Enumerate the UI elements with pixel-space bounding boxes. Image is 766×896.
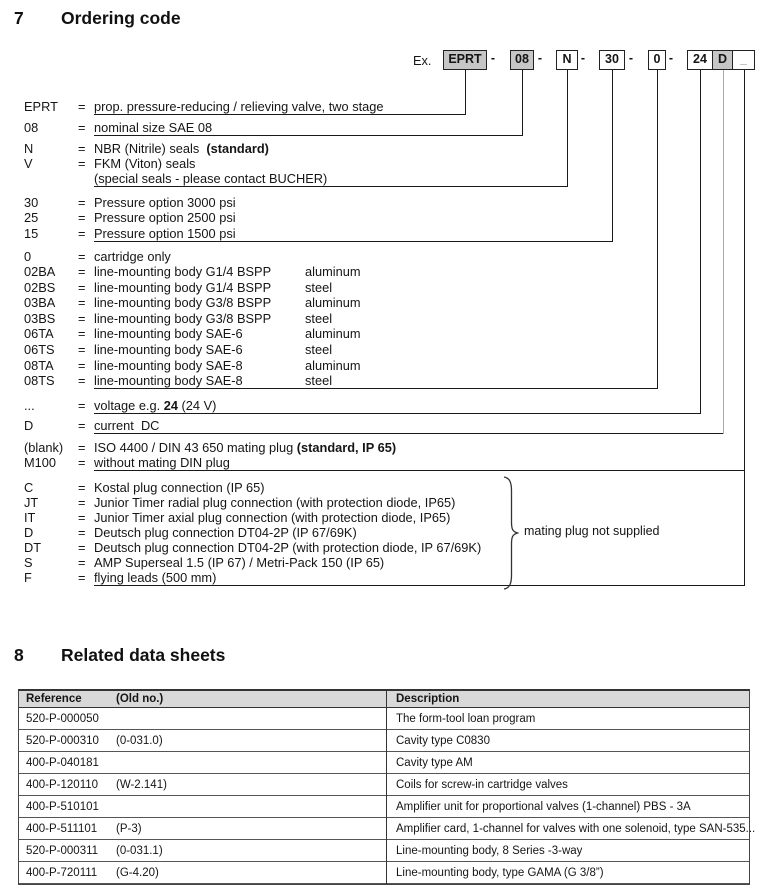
equals-sign: = bbox=[78, 495, 86, 510]
code-label: ... bbox=[24, 398, 35, 413]
table-row bbox=[19, 752, 749, 774]
material-label: steel bbox=[305, 342, 333, 357]
code-label: 06TS bbox=[24, 342, 55, 357]
code-description: line-mounting body SAE-8 bbox=[94, 358, 243, 373]
ordering-code-row bbox=[0, 440, 766, 455]
code-description: nominal size SAE 08 bbox=[94, 120, 213, 135]
code-label: M100 bbox=[24, 455, 57, 470]
code-label: 06TA bbox=[24, 326, 54, 341]
ordering-code-row bbox=[0, 510, 766, 525]
example-code-box: 30 bbox=[599, 50, 625, 70]
cell-old-no: (W-2.141) bbox=[116, 779, 167, 791]
code-description: line-mounting body G1/4 BSPP bbox=[94, 280, 272, 295]
code-description: line-mounting body G3/8 BSPP bbox=[94, 311, 272, 326]
code-description: cartridge only bbox=[94, 249, 171, 264]
code-description: line-mounting body G1/4 BSPP bbox=[94, 264, 272, 279]
ordering-code-row bbox=[0, 210, 766, 225]
table-header-row bbox=[19, 691, 749, 708]
table-row bbox=[19, 730, 749, 752]
code-label: F bbox=[24, 570, 32, 585]
ordering-code-row bbox=[0, 455, 766, 470]
section-8-number: 8 bbox=[14, 645, 24, 665]
ordering-code-row bbox=[0, 398, 766, 413]
code-label: D bbox=[24, 418, 34, 433]
ordering-code-row bbox=[0, 358, 766, 373]
code-label: 08TA bbox=[24, 358, 54, 373]
code-label: 0 bbox=[24, 249, 32, 264]
code-label: 02BS bbox=[24, 280, 56, 295]
code-separator-dash: - bbox=[628, 51, 634, 65]
cell-old-no: (P-3) bbox=[116, 823, 142, 835]
code-description: FKM (Viton) seals bbox=[94, 156, 196, 171]
header-old-no: (Old no.) bbox=[116, 693, 164, 705]
code-label: EPRT bbox=[24, 99, 58, 114]
equals-sign: = bbox=[78, 295, 86, 310]
cell-old-no: (0-031.0) bbox=[116, 735, 163, 747]
equals-sign: = bbox=[78, 373, 86, 388]
ordering-code-row bbox=[0, 226, 766, 241]
code-description: Pressure option 2500 psi bbox=[94, 210, 236, 225]
ordering-code-row bbox=[0, 141, 766, 156]
equals-sign: = bbox=[78, 156, 86, 171]
equals-sign: = bbox=[78, 525, 86, 540]
code-label: 08 bbox=[24, 120, 39, 135]
right-brace bbox=[503, 476, 519, 590]
table-row bbox=[19, 708, 749, 730]
section-7-number: 7 bbox=[14, 8, 24, 28]
code-description: line-mounting body SAE-8 bbox=[94, 373, 243, 388]
code-description: AMP Superseal 1.5 (IP 67) / Metri-Pack 150 (IP 65) bbox=[94, 555, 385, 570]
ordering-code-row bbox=[0, 418, 766, 433]
ordering-code-row bbox=[0, 171, 766, 186]
ordering-code-row bbox=[0, 156, 766, 171]
ordering-code-row bbox=[0, 570, 766, 585]
material-label: aluminum bbox=[305, 358, 361, 373]
cell-old-no: (0-031.1) bbox=[116, 845, 163, 857]
equals-sign: = bbox=[78, 311, 86, 326]
cell-description: Cavity type AM bbox=[396, 757, 473, 769]
equals-sign: = bbox=[78, 540, 86, 555]
example-label: Ex. bbox=[413, 53, 432, 68]
cell-description: Line-mounting body, 8 Series -3-way bbox=[396, 845, 583, 857]
cell-description: Cavity type C0830 bbox=[396, 735, 490, 747]
example-code-box: 08 bbox=[510, 50, 534, 70]
ordering-code-row bbox=[0, 120, 766, 135]
code-label: 30 bbox=[24, 195, 39, 210]
equals-sign: = bbox=[78, 99, 86, 114]
code-label: D bbox=[24, 525, 34, 540]
code-description: Deutsch plug connection DT04-2P (IP 67/69K) bbox=[94, 525, 357, 540]
ordering-code-row bbox=[0, 249, 766, 264]
code-label: 03BA bbox=[24, 295, 56, 310]
equals-sign: = bbox=[78, 358, 86, 373]
equals-sign: = bbox=[78, 210, 86, 225]
ordering-code-row bbox=[0, 195, 766, 210]
code-description: (special seals - please contact BUCHER) bbox=[94, 171, 328, 186]
material-label: aluminum bbox=[305, 326, 361, 341]
code-description: current DC bbox=[94, 418, 160, 433]
table-row bbox=[19, 840, 749, 862]
code-description: line-mounting body SAE-6 bbox=[94, 342, 243, 357]
code-description: NBR (Nitrile) seals (standard) bbox=[94, 141, 269, 156]
equals-sign: = bbox=[78, 141, 86, 156]
code-label: 02BA bbox=[24, 264, 56, 279]
example-code-box: 24 bbox=[687, 50, 713, 70]
equals-sign: = bbox=[78, 510, 86, 525]
equals-sign: = bbox=[78, 195, 86, 210]
code-label: 25 bbox=[24, 210, 39, 225]
ordering-code-row bbox=[0, 326, 766, 341]
material-label: steel bbox=[305, 373, 333, 388]
table-row bbox=[19, 774, 749, 796]
code-description: Pressure option 1500 psi bbox=[94, 226, 236, 241]
equals-sign: = bbox=[78, 480, 86, 495]
material-label: steel bbox=[305, 311, 333, 326]
example-code-box: 0 bbox=[648, 50, 666, 70]
equals-sign: = bbox=[78, 455, 86, 470]
equals-sign: = bbox=[78, 570, 86, 585]
header-reference: Reference bbox=[26, 693, 82, 705]
equals-sign: = bbox=[78, 326, 86, 341]
code-description: without mating DIN plug bbox=[94, 455, 230, 470]
equals-sign: = bbox=[78, 264, 86, 279]
material-label: aluminum bbox=[305, 264, 361, 279]
ordering-code-row bbox=[0, 540, 766, 555]
material-label: aluminum bbox=[305, 295, 361, 310]
code-description: ISO 4400 / DIN 43 650 mating plug (standard, IP 65) bbox=[94, 440, 397, 455]
code-label: V bbox=[24, 156, 33, 171]
code-separator-dash: - bbox=[490, 51, 496, 65]
equals-sign: = bbox=[78, 398, 86, 413]
example-code-box: _ bbox=[732, 50, 755, 70]
cell-reference: 400-P-120110 bbox=[26, 779, 99, 791]
code-description: line-mounting body G3/8 BSPP bbox=[94, 295, 272, 310]
section-7-title: Ordering code bbox=[61, 8, 181, 28]
table-column-divider bbox=[386, 691, 387, 884]
equals-sign: = bbox=[78, 440, 86, 455]
header-description: Description bbox=[396, 693, 460, 705]
cell-description: The form-tool loan program bbox=[396, 713, 536, 725]
section-8-title: Related data sheets bbox=[61, 645, 226, 665]
code-description: voltage e.g. 24 (24 V) bbox=[94, 398, 217, 413]
equals-sign: = bbox=[78, 342, 86, 357]
equals-sign: = bbox=[78, 418, 86, 433]
equals-sign: = bbox=[78, 280, 86, 295]
ordering-code-row bbox=[0, 311, 766, 326]
cell-reference: 520-P-000311 bbox=[26, 845, 99, 857]
ordering-code-row bbox=[0, 280, 766, 295]
code-separator-dash: - bbox=[668, 51, 674, 65]
cell-reference: 400-P-040181 bbox=[26, 757, 99, 769]
code-description: flying leads (500 mm) bbox=[94, 570, 217, 585]
cell-reference: 520-P-000310 bbox=[26, 735, 99, 747]
cell-reference: 520-P-000050 bbox=[26, 713, 99, 725]
cell-reference: 400-P-511101 bbox=[26, 823, 98, 835]
mating-plug-note: mating plug not supplied bbox=[524, 524, 660, 538]
ordering-code-row bbox=[0, 295, 766, 310]
code-label: IT bbox=[24, 510, 36, 525]
table-row bbox=[19, 818, 756, 840]
ordering-code-row bbox=[0, 555, 766, 570]
related-data-sheets-table bbox=[18, 689, 756, 885]
cell-description: Line-mounting body, type GAMA (G 3/8”) bbox=[396, 867, 604, 879]
code-separator-dash: - bbox=[537, 51, 543, 65]
code-description: prop. pressure-reducing / relieving valve, two stage bbox=[94, 99, 384, 114]
equals-sign: = bbox=[78, 226, 86, 241]
material-label: steel bbox=[305, 280, 333, 295]
cell-old-no: (G-4.20) bbox=[116, 867, 159, 879]
cell-description: Amplifier unit for proportional valves (1-channel) PBS - 3A bbox=[396, 801, 691, 813]
ordering-code-row bbox=[0, 373, 766, 388]
code-separator-dash: - bbox=[580, 51, 586, 65]
cell-description: Amplifier card, 1-channel for valves with one solenoid, type SAN-535... bbox=[396, 823, 756, 835]
ordering-code-row bbox=[0, 342, 766, 357]
code-label: 03BS bbox=[24, 311, 56, 326]
code-description: Pressure option 3000 psi bbox=[94, 195, 236, 210]
code-label: 15 bbox=[24, 226, 39, 241]
code-label: 08TS bbox=[24, 373, 55, 388]
cell-reference: 400-P-510101 bbox=[26, 801, 99, 813]
cell-description: Coils for screw-in cartridge valves bbox=[396, 779, 568, 791]
code-label: JT bbox=[24, 495, 39, 510]
code-description: Kostal plug connection (IP 65) bbox=[94, 480, 265, 495]
ordering-code-row bbox=[0, 495, 766, 510]
code-description: Deutsch plug connection DT04-2P (with protection diode, IP 67/69K) bbox=[94, 540, 482, 555]
equals-sign: = bbox=[78, 555, 86, 570]
example-code-box: EPRT bbox=[443, 50, 487, 70]
code-label: C bbox=[24, 480, 34, 495]
cell-reference: 400-P-720111 bbox=[26, 867, 98, 879]
ordering-code-row bbox=[0, 264, 766, 279]
code-label: S bbox=[24, 555, 33, 570]
table-row bbox=[19, 862, 749, 884]
ordering-code-row bbox=[0, 99, 766, 114]
code-description: Junior Timer axial plug connection (with protection diode, IP65) bbox=[94, 510, 451, 525]
ordering-code-row bbox=[0, 480, 766, 495]
equals-sign: = bbox=[78, 120, 86, 135]
example-code-box: N bbox=[556, 50, 578, 70]
code-label: (blank) bbox=[24, 440, 64, 455]
code-description: line-mounting body SAE-6 bbox=[94, 326, 243, 341]
example-code-box: D bbox=[712, 50, 733, 70]
equals-sign: = bbox=[78, 249, 86, 264]
code-label: N bbox=[24, 141, 34, 156]
code-description: Junior Timer radial plug connection (with protection diode, IP65) bbox=[94, 495, 456, 510]
code-label: DT bbox=[24, 540, 42, 555]
table-row bbox=[19, 796, 749, 818]
